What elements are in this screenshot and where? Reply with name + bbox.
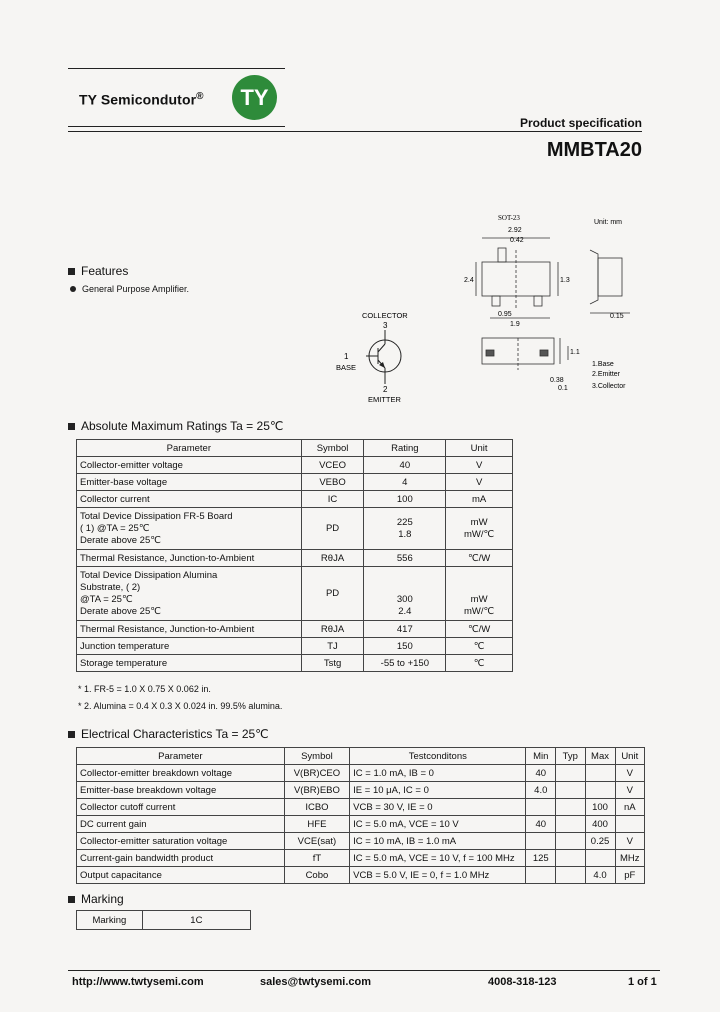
company-name: TY Semicondutor® xyxy=(79,91,204,108)
marking-heading: Marking xyxy=(68,892,124,906)
table-row xyxy=(77,782,645,799)
condition-cell: VCB = 30 V, IE = 0 xyxy=(350,799,526,816)
column-header: Typ xyxy=(556,748,585,765)
unit-cell xyxy=(446,567,513,621)
param-line: Total Device Dissipation Alumina xyxy=(80,569,218,581)
emitter-pin: 2 xyxy=(383,385,388,394)
sot23-package-drawing xyxy=(460,210,650,410)
typ-cell xyxy=(556,867,585,884)
pin-legend: 2.Emitter xyxy=(592,371,621,378)
table-row xyxy=(77,491,513,508)
rating-cell: 100 xyxy=(364,491,446,508)
param-cell: Storage temperature xyxy=(77,655,302,672)
dim-label: 0.15 xyxy=(610,313,624,320)
typ-cell xyxy=(556,833,585,850)
max-cell: 0.25 xyxy=(585,833,615,850)
min-cell: 4.0 xyxy=(526,782,556,799)
column-header: Unit xyxy=(446,440,513,457)
column-header: Min xyxy=(526,748,556,765)
marking-value: 1C xyxy=(142,911,250,930)
footer-email[interactable]: sales@twtysemi.com xyxy=(260,976,371,988)
column-header: Max xyxy=(585,748,615,765)
condition-cell: IC = 5.0 mA, VCE = 10 V xyxy=(350,816,526,833)
footnote: * 2. Alumina = 0.4 X 0.3 X 0.024 in. 99.5% alumina. xyxy=(78,701,283,711)
dim-label: 0.38 xyxy=(550,377,564,384)
table-row xyxy=(77,850,645,867)
param-cell: Output capacitance xyxy=(77,867,285,884)
abs-max-heading: Absolute Maximum Ratings Ta = 25℃ xyxy=(68,419,283,433)
param-cell xyxy=(77,567,302,621)
unit-line: mW xyxy=(470,594,488,605)
table-row xyxy=(77,655,513,672)
param-line: Total Device Dissipation FR-5 Board xyxy=(80,510,233,522)
unit-cell: pF xyxy=(615,867,644,884)
unit-line: mW/℃ xyxy=(464,528,495,540)
pin-legend: 1.Base xyxy=(592,361,614,368)
unit-note: Unit: mm xyxy=(594,219,622,226)
footer-rule xyxy=(68,970,660,971)
table-row xyxy=(77,911,251,930)
min-cell xyxy=(526,833,556,850)
max-cell: 400 xyxy=(585,816,615,833)
min-cell: 125 xyxy=(526,850,556,867)
column-header: Parameter xyxy=(77,440,302,457)
typ-cell xyxy=(556,850,585,867)
dim-label: 2.92 xyxy=(508,227,522,234)
header-rule-full xyxy=(68,131,642,132)
features-heading: Features xyxy=(68,264,128,278)
param-cell: Collector current xyxy=(77,491,302,508)
table-row xyxy=(77,833,645,850)
param-cell: Collector-emitter voltage xyxy=(77,457,302,474)
param-line: ( 1) @TA = 25℃ xyxy=(80,522,150,534)
symbol-cell: VEBO xyxy=(301,474,364,491)
rating-cell xyxy=(364,567,446,621)
param-line: Substrate, ( 2) xyxy=(80,581,141,593)
param-cell xyxy=(77,508,302,550)
unit-cell: V xyxy=(446,457,513,474)
condition-cell: IC = 1.0 mA, IB = 0 xyxy=(350,765,526,782)
unit-cell: MHz xyxy=(615,850,644,867)
feature-item: General Purpose Amplifier. xyxy=(70,284,189,294)
symbol-cell: RθJA xyxy=(301,621,364,638)
bullet-square-icon xyxy=(68,268,75,275)
column-header: Rating xyxy=(364,440,446,457)
marking-label: Marking xyxy=(77,911,143,930)
table-row xyxy=(77,799,645,816)
max-cell xyxy=(585,850,615,867)
symbol-cell: PD xyxy=(301,567,364,621)
dim-label: 0.95 xyxy=(498,311,512,318)
column-header: Parameter xyxy=(77,748,285,765)
bullet-square-icon xyxy=(68,423,75,430)
param-cell: DC current gain xyxy=(77,816,285,833)
param-cell: Emitter-base breakdown voltage xyxy=(77,782,285,799)
unit-cell: nA xyxy=(615,799,644,816)
param-cell: Emitter-base voltage xyxy=(77,474,302,491)
rating-cell: 150 xyxy=(364,638,446,655)
rating-line: 300 xyxy=(396,594,413,605)
collector-pin: 3 xyxy=(383,321,388,330)
table-row xyxy=(77,638,513,655)
param-cell: Thermal Resistance, Junction-to-Ambient xyxy=(77,621,302,638)
unit-cell: mA xyxy=(446,491,513,508)
column-header: Testconditons xyxy=(350,748,526,765)
symbol-cell: IC xyxy=(301,491,364,508)
rating-cell: -55 to +150 xyxy=(364,655,446,672)
pin-legend: 3.Collector xyxy=(592,383,626,390)
dim-label: 0.1 xyxy=(558,385,568,392)
unit-cell: ℃/W xyxy=(446,550,513,567)
dim-label: 1.9 xyxy=(510,321,520,328)
dim-label: 2.4 xyxy=(464,277,474,284)
param-line: Derate above 25℃ xyxy=(80,534,161,546)
footer-page-number: 1 of 1 xyxy=(628,976,657,988)
min-cell: 40 xyxy=(526,816,556,833)
table-row xyxy=(77,550,513,567)
footer-website[interactable]: http://www.twtysemi.com xyxy=(72,976,204,988)
symbol-cell: Tstg xyxy=(301,655,364,672)
unit-cell: V xyxy=(615,765,644,782)
table-row xyxy=(77,816,645,833)
package-name: SOT-23 xyxy=(498,214,520,222)
part-number: MMBTA20 xyxy=(546,139,642,161)
collector-label: COLLECTOR xyxy=(362,311,408,320)
min-cell xyxy=(526,867,556,884)
unit-cell: V xyxy=(615,782,644,799)
symbol-cell: fT xyxy=(284,850,349,867)
column-header: Symbol xyxy=(284,748,349,765)
table-row xyxy=(77,765,645,782)
base-label: BASE xyxy=(336,363,357,372)
unit-cell: V xyxy=(615,833,644,850)
unit-line: mW xyxy=(470,516,488,528)
condition-cell: VCB = 5.0 V, IE = 0, f = 1.0 MHz xyxy=(350,867,526,884)
unit-cell: ℃ xyxy=(446,655,513,672)
typ-cell xyxy=(556,799,585,816)
rating-cell xyxy=(364,508,446,550)
marking-table xyxy=(76,910,251,930)
elec-table xyxy=(76,747,645,884)
table-row xyxy=(77,621,513,638)
param-cell: Collector cutoff current xyxy=(77,799,285,816)
column-header: Unit xyxy=(615,748,644,765)
bullet-square-icon xyxy=(68,731,75,738)
footer-phone: 4008-318-123 xyxy=(488,976,557,988)
unit-cell xyxy=(446,508,513,550)
table-row xyxy=(77,567,513,621)
table-row xyxy=(77,457,513,474)
min-cell: 40 xyxy=(526,765,556,782)
symbol-cell: Cobo xyxy=(284,867,349,884)
symbol-cell: HFE xyxy=(284,816,349,833)
header-rule-top xyxy=(68,68,285,69)
doc-type: Product specification xyxy=(519,116,642,130)
param-cell: Collector-emitter breakdown voltage xyxy=(77,765,285,782)
unit-cell: V xyxy=(446,474,513,491)
param-cell: Current-gain bandwidth product xyxy=(77,850,285,867)
symbol-cell: ICBO xyxy=(284,799,349,816)
dim-label: 0.42 xyxy=(510,237,524,244)
footnote: * 1. FR-5 = 1.0 X 0.75 X 0.062 in. xyxy=(78,684,211,694)
condition-cell: IC = 10 mA, IB = 1.0 mA xyxy=(350,833,526,850)
param-line: @TA = 25℃ xyxy=(80,593,133,605)
symbol-cell: RθJA xyxy=(301,550,364,567)
column-header: Symbol xyxy=(301,440,364,457)
rating-cell: 417 xyxy=(364,621,446,638)
typ-cell xyxy=(556,816,585,833)
typ-cell xyxy=(556,765,585,782)
rating-cell: 40 xyxy=(364,457,446,474)
symbol-cell: VCE(sat) xyxy=(284,833,349,850)
bullet-square-icon xyxy=(68,896,75,903)
typ-cell xyxy=(556,782,585,799)
param-cell: Junction temperature xyxy=(77,638,302,655)
rating-line: 2.4 xyxy=(398,606,412,617)
symbol-cell: V(BR)CEO xyxy=(284,765,349,782)
emitter-label: EMITTER xyxy=(368,395,401,404)
symbol-cell: VCEO xyxy=(301,457,364,474)
min-cell xyxy=(526,799,556,816)
table-row xyxy=(77,474,513,491)
param-cell: Collector-emitter saturation voltage xyxy=(77,833,285,850)
table-row xyxy=(77,508,513,550)
abs-max-table xyxy=(76,439,513,672)
rating-cell: 4 xyxy=(364,474,446,491)
max-cell: 4.0 xyxy=(585,867,615,884)
symbol-cell: TJ xyxy=(301,638,364,655)
rating-line: 1.8 xyxy=(398,528,412,540)
max-cell xyxy=(585,782,615,799)
unit-line: mW/℃ xyxy=(464,606,495,617)
table-row xyxy=(77,867,645,884)
max-cell xyxy=(585,765,615,782)
elec-heading: Electrical Characteristics Ta = 25℃ xyxy=(68,727,269,741)
header-rule-bottom xyxy=(68,126,285,127)
param-line: Derate above 25℃ xyxy=(80,605,161,617)
rating-cell: 556 xyxy=(364,550,446,567)
condition-cell: IE = 10 μA, IC = 0 xyxy=(350,782,526,799)
param-cell: Thermal Resistance, Junction-to-Ambient xyxy=(77,550,302,567)
table-header-row xyxy=(77,440,513,457)
bullet-dot-icon xyxy=(70,286,76,292)
table-header-row xyxy=(77,748,645,765)
max-cell: 100 xyxy=(585,799,615,816)
symbol-cell: V(BR)EBO xyxy=(284,782,349,799)
condition-cell: IC = 5.0 mA, VCE = 10 V, f = 100 MHz xyxy=(350,850,526,867)
rating-line: 225 xyxy=(396,516,413,528)
unit-cell xyxy=(615,816,644,833)
symbol-cell: PD xyxy=(301,508,364,550)
unit-cell: ℃ xyxy=(446,638,513,655)
npn-transistor-symbol xyxy=(330,308,440,408)
dim-label: 1.1 xyxy=(570,349,580,356)
unit-cell: ℃/W xyxy=(446,621,513,638)
company-logo: TY xyxy=(232,75,277,120)
dim-label: 1.3 xyxy=(560,277,570,284)
base-pin: 1 xyxy=(344,352,349,361)
